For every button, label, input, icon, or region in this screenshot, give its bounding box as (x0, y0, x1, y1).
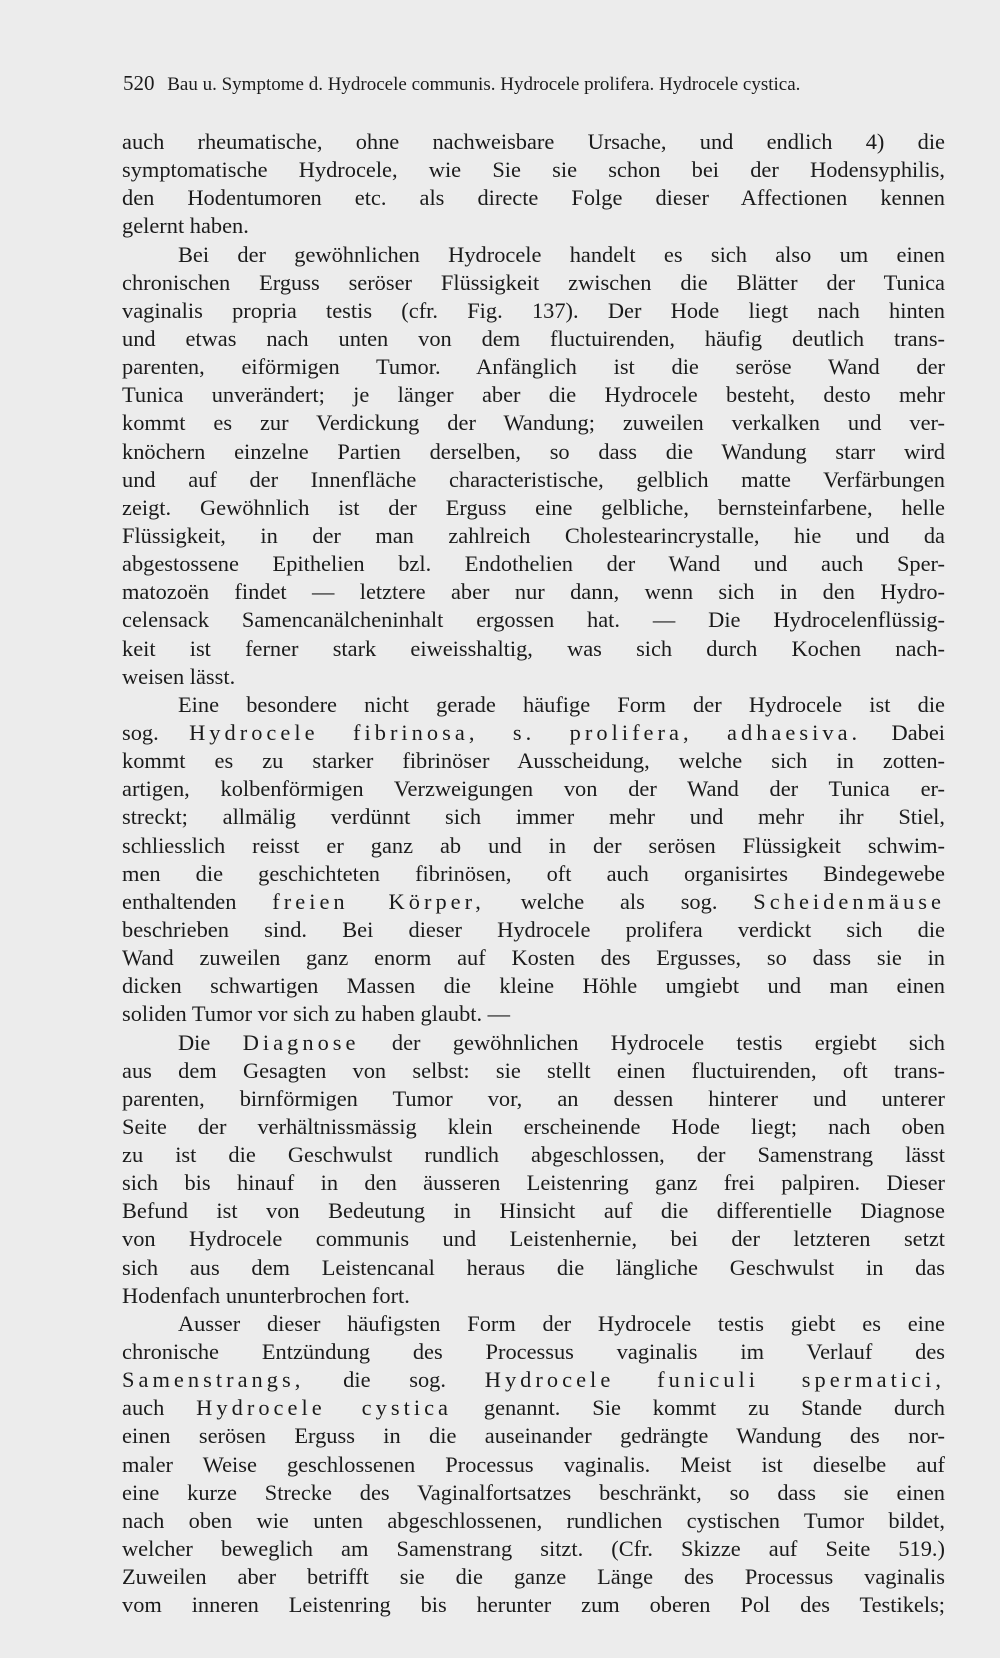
text-line (122, 803, 945, 831)
text-run: artigen, kolbenförmigen Verzweigungen von der Wand der Tunica er- (122, 776, 945, 802)
spaced-emphasis: Hydrocele fibrinosa, s. prolifera, adhaesiva. (189, 719, 862, 745)
text-run: enthaltenden (122, 888, 273, 914)
spaced-emphasis: freien Körper, (272, 888, 485, 914)
page-number: 520 (123, 71, 155, 95)
text-run: knöchern einzelne Partien derselben, so dass die Wandung starr wird (122, 438, 945, 464)
text-run: Dabei (861, 719, 945, 745)
text-run: men die geschichteten fibrinösen, oft auch organisirtes Bindegewebe (122, 860, 945, 886)
text-line (122, 1000, 945, 1028)
text-run: celensack Samencanälcheninhalt ergossen hat. — Die Hydrocelenflüssig- (122, 607, 945, 633)
text-run: Seite der verhältnissmässig klein erscheinende Hode liegt; nach oben (122, 1113, 945, 1139)
text-run: welche als sog. (484, 888, 754, 914)
text-line (122, 212, 945, 240)
text-run: Zuweilen aber betrifft sie die ganze Länge des Processus vaginalis (122, 1564, 945, 1590)
text-line (122, 297, 945, 325)
text-run: kommt es zu starker fibrinöser Ausscheidung, welche sich in zotten- (122, 748, 945, 774)
text-run: sich bis hinauf in den äusseren Leistenring ganz frei palpiren. Dieser (122, 1170, 945, 1196)
text-line (122, 860, 945, 888)
text-line (122, 409, 945, 437)
text-run: Eine besondere nicht gerade häufige Form der Hydrocele ist die (178, 691, 945, 717)
spaced-emphasis: Hydrocele funiculi spermatici, (484, 1367, 945, 1393)
text-run: Die (178, 1029, 243, 1055)
text-run: matozoën findet — letztere aber nur dann, wenn sich in den Hydro- (122, 579, 945, 605)
text-run: vom inneren Leistenring bis herunter zum oberen Pol des Testikels; (122, 1592, 945, 1618)
text-run: und auf der Innenfläche characteristische, gelblich matte Verfärbungen (122, 466, 945, 492)
text-line (122, 1591, 945, 1619)
text-line (122, 353, 945, 381)
text-line (122, 1197, 945, 1225)
text-line (122, 1535, 945, 1563)
text-line (122, 578, 945, 606)
text-line (122, 1338, 945, 1366)
text-line (122, 944, 945, 972)
text-line (122, 1394, 945, 1422)
text-line (122, 1085, 945, 1113)
spaced-emphasis: Scheidenmäuse (753, 888, 945, 914)
text-run: sich aus dem Leistencanal heraus die längliche Geschwulst in das (122, 1254, 945, 1280)
text-line (122, 972, 945, 1000)
text-run: Befund ist von Bedeutung in Hinsicht auf die differentielle Diagnose (122, 1198, 945, 1224)
text-line (122, 438, 945, 466)
text-line (122, 241, 945, 269)
text-line (122, 156, 945, 184)
text-run: auch rheumatische, ohne nachweisbare Ursache, und endlich 4) die (122, 129, 945, 154)
text-line (122, 1141, 945, 1169)
text-line (122, 635, 945, 663)
text-run: symptomatische Hydrocele, wie Sie sie schon bei der Hodensyphilis, (122, 157, 945, 183)
text-line (122, 522, 945, 550)
text-line (122, 128, 945, 156)
text-run: Wand zuweilen ganz enorm auf Kosten des Ergusses, so dass sie in (122, 945, 945, 971)
text-line (122, 1479, 945, 1507)
text-line (122, 916, 945, 944)
text-line (122, 466, 945, 494)
text-run: Bei der gewöhnlichen Hydrocele handelt es sich also um einen (178, 241, 945, 267)
text-run: und etwas nach unten von dem fluctuirenden, häufig deutlich trans- (122, 325, 945, 351)
text-line (122, 1422, 945, 1450)
text-line (122, 747, 945, 775)
text-line (122, 325, 945, 353)
text-line (122, 1451, 945, 1479)
text-run: einen serösen Erguss in die auseinander gedrängte Wandung des nor- (122, 1423, 945, 1449)
text-run: die sog. (304, 1367, 485, 1393)
text-run: eine kurze Strecke des Vaginalfortsatzes beschränkt, so dass sie einen (122, 1479, 945, 1505)
text-run: zu ist die Geschwulst rundlich abgeschlossen, der Samenstrang lässt (122, 1142, 945, 1168)
text-run: von Hydrocele communis und Leistenhernie, bei der letzteren setzt (122, 1226, 945, 1252)
text-run: nach oben wie unten abgeschlossenen, rundlichen cystischen Tumor bildet, (122, 1507, 945, 1533)
text-line (122, 1366, 945, 1394)
text-line (122, 1282, 945, 1310)
text-line (122, 691, 945, 719)
text-run: Flüssigkeit, in der man zahlreich Cholestearincrystalle, hie und da (122, 522, 945, 548)
text-run: parenten, eiförmigen Tumor. Anfänglich ist die seröse Wand der (122, 354, 945, 380)
text-run: auch (122, 1395, 197, 1421)
text-run: chronischen Erguss seröser Flüssigkeit zwischen die Blätter der Tunica (122, 269, 945, 295)
text-run: vaginalis propria testis (cfr. Fig. 137). Der Hode liegt nach hinten (122, 297, 945, 323)
text-run: beschrieben sind. Bei dieser Hydrocele prolifera verdickt sich die (122, 916, 945, 942)
text-run: gelernt haben. (122, 213, 249, 239)
text-line (122, 888, 945, 916)
text-line (122, 550, 945, 578)
spaced-emphasis: Diagnose (242, 1029, 360, 1055)
text-run: Tunica unverändert; je länger aber die Hydrocele besteht, desto mehr (122, 382, 945, 408)
text-run: maler Weise geschlossenen Processus vaginalis. Meist ist dieselbe auf (122, 1451, 945, 1477)
running-title: Bau u. Symptome d. Hydrocele communis. Hydrocele prolifera. Hydrocele cystica. (167, 74, 801, 95)
text-line (122, 1057, 945, 1085)
text-run: dicken schwartigen Massen die kleine Höhle umgiebt und man einen (122, 973, 945, 999)
text-run: der gewöhnlichen Hydrocele testis ergiebt sich (359, 1029, 945, 1055)
text-line (122, 494, 945, 522)
running-header (123, 70, 945, 98)
text-line (122, 184, 945, 212)
text-line (122, 1563, 945, 1591)
text-line (122, 1169, 945, 1197)
text-run: zeigt. Gewöhnlich ist der Erguss eine gelbliche, bernsteinfarbene, helle (122, 494, 945, 520)
text-run: abgestossene Epithelien bzl. Endothelien der Wand und auch Sper- (122, 551, 945, 577)
text-line (122, 1254, 945, 1282)
text-line (122, 381, 945, 409)
text-run: chronische Entzündung des Processus vaginalis im Verlauf des (122, 1339, 945, 1365)
body-text (122, 128, 945, 1619)
text-run: keit ist ferner stark eiweisshaltig, was sich durch Kochen nach- (122, 635, 945, 661)
text-line (122, 832, 945, 860)
text-run: welcher beweglich am Samenstrang sitzt. (Cfr. Skizze auf Seite 519.) (122, 1536, 945, 1562)
text-line (122, 1029, 945, 1057)
text-run: parenten, birnförmigen Tumor vor, an dessen hinterer und unterer (122, 1085, 945, 1111)
text-run: streckt; allmälig verdünnt sich immer mehr und mehr ihr Stiel, (122, 804, 945, 830)
text-run: kommt es zur Verdickung der Wandung; zuweilen verkalken und ver- (122, 410, 945, 436)
text-line (122, 719, 945, 747)
text-line (122, 606, 945, 634)
text-run: genannt. Sie kommt zu Stande durch (452, 1395, 945, 1421)
spaced-emphasis: Hydrocele cystica (196, 1395, 453, 1421)
text-run: Hodenfach ununterbrochen fort. (122, 1282, 410, 1308)
text-line (122, 1310, 945, 1338)
spaced-emphasis: Samenstrangs, (122, 1367, 305, 1393)
text-run: Ausser dieser häufigsten Form der Hydrocele testis giebt es eine (178, 1310, 945, 1336)
text-run: aus dem Gesagten von selbst: sie stellt einen fluctuirenden, oft trans- (122, 1057, 945, 1083)
text-line (122, 1225, 945, 1253)
text-run: soliden Tumor vor sich zu haben glaubt. — (122, 1001, 511, 1027)
text-line (122, 663, 945, 691)
text-run: schliesslich reisst er ganz ab und in der serösen Flüssigkeit schwim- (122, 832, 945, 858)
text-line (122, 1113, 945, 1141)
text-run: weisen lässt. (122, 663, 236, 689)
text-run: den Hodentumoren etc. als directe Folge dieser Affectionen kennen (122, 185, 945, 211)
text-line (122, 1507, 945, 1535)
text-line (122, 775, 945, 803)
text-line (122, 269, 945, 297)
text-run: sog. (122, 719, 190, 745)
